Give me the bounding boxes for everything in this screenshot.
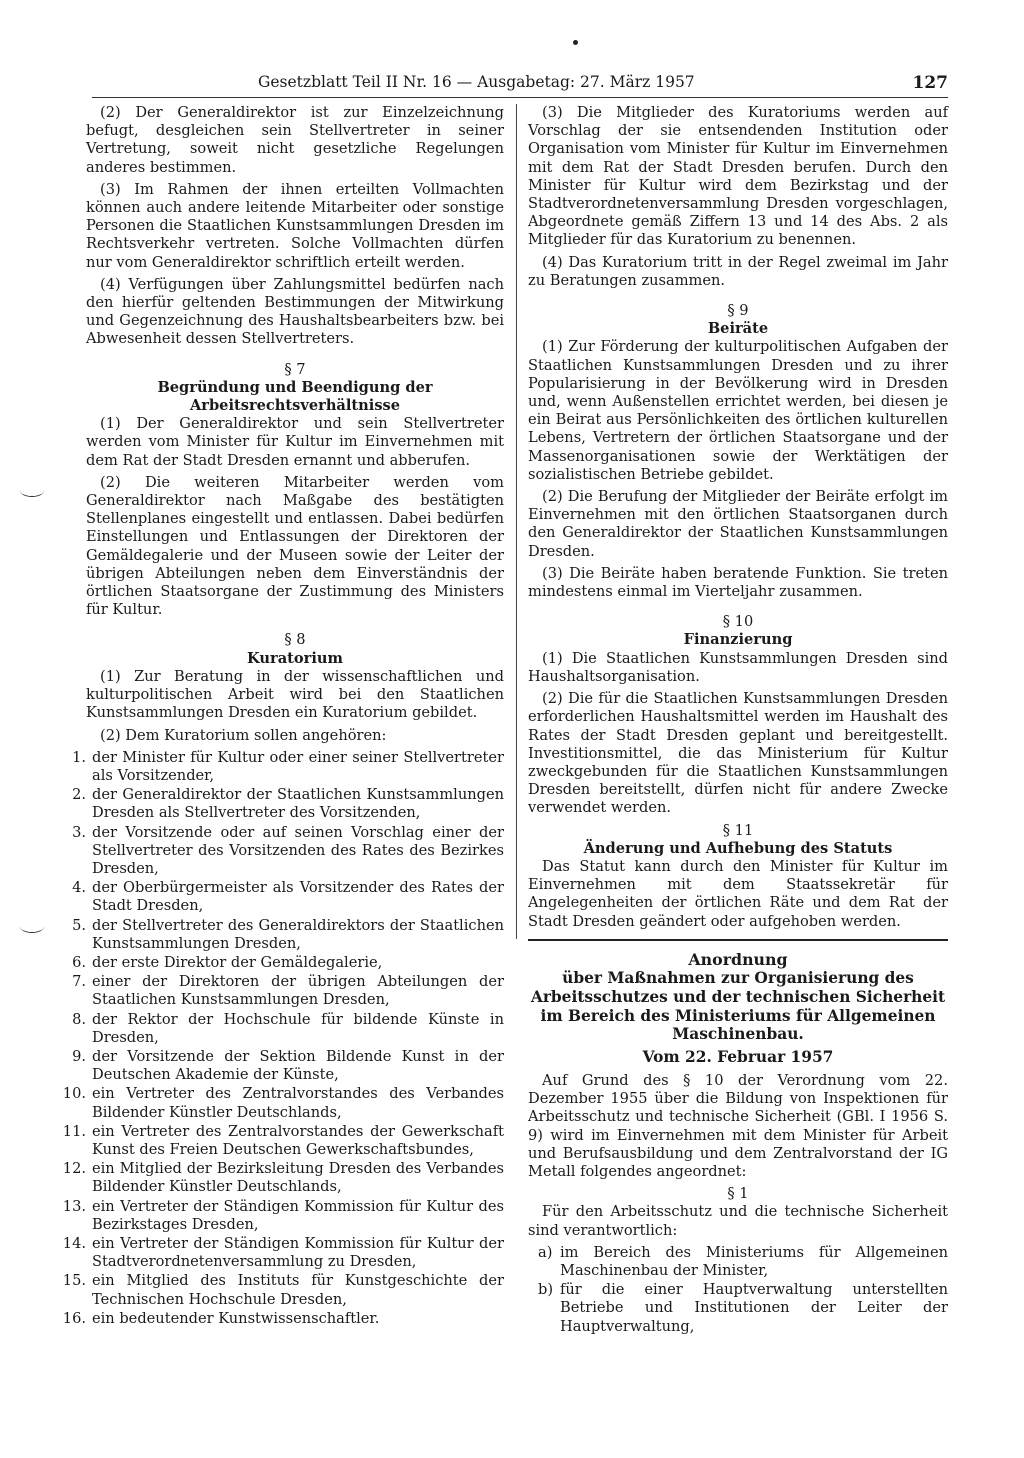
list-item-number: 16. bbox=[62, 1309, 86, 1327]
section-10-title: Finanzierung bbox=[683, 631, 793, 649]
list-item-number: 5. bbox=[72, 916, 86, 934]
list-item-text: im Bereich des Ministeriums für Allgemeinen Maschinenbau der Minister, bbox=[560, 1243, 948, 1279]
list-item bbox=[62, 1122, 504, 1159]
list-item-text: der Stellvertreter des Generaldirektors der Staatlichen Kunstsammlungen Dresden, bbox=[92, 916, 504, 952]
list-item-number: 11. bbox=[62, 1122, 86, 1140]
list-item bbox=[528, 1281, 948, 1336]
paragraph-8-3: (3) Die Mitglieder des Kuratoriums werden auf Vorschlag der sie entsendenden Institution oder Organisation vom Minister für Kultur im Einvernehmen mit dem Rat der Stadt Dresden berufen. Durch den Minister für Kultur wird dem Bezirkstag und der Stadtverordnetenversammlung Dresden vorgeschlagen, Abgeordnete gemäß Ziffern 13 und 14 des Abs. 2 als Mitglieder für das Kuratorium zu benennen. bbox=[528, 104, 948, 249]
paragraph-10-1: (1) Die Staatlichen Kunstsammlungen Dresden sind Haushaltsorganisation. bbox=[528, 649, 948, 685]
list-item-label: b) bbox=[538, 1281, 554, 1299]
section-7-number: § 7 bbox=[284, 360, 306, 378]
list-item bbox=[62, 1160, 504, 1196]
section-9-number: § 9 bbox=[727, 302, 749, 320]
paragraph-10-2: (2) Die für die Staatlichen Kunstsammlungen Dresden erforderlichen Haushaltsmittel werden im Haushalt des Rates der Stadt Dresden geplant und bereitgestellt. Investitionsmittel, die das Ministerium für Kultur zweckgebunden für die Staatlichen Kunstsammlungen Dresden bereitstellt, dürfen nicht für andere Zwecke verwendet werden. bbox=[528, 690, 948, 817]
list-item bbox=[72, 879, 504, 915]
list-item-text: ein Vertreter der Ständigen Kommission für Kultur des Bezirkstages Dresden, bbox=[92, 1197, 504, 1233]
list-item-text: ein Mitglied der Bezirksleitung Dresden des Verbandes Bildender Künstler Deutschlands, bbox=[92, 1160, 504, 1196]
list-item-number: 9. bbox=[72, 1047, 86, 1065]
list-item-number: 14. bbox=[62, 1234, 86, 1252]
list-item-number: 1. bbox=[72, 748, 86, 766]
list-item bbox=[528, 1244, 948, 1280]
order-title: Anordnung bbox=[688, 949, 788, 969]
paragraph-11: Das Statut kann durch den Minister für Kultur im Einvernehmen mit dem Staatssekretär für Angelegenheiten der örtlichen Räte und dem Rat der Stadt Dresden geändert oder aufgehoben werden. bbox=[528, 857, 948, 930]
header-rule bbox=[92, 97, 948, 98]
list-item bbox=[72, 786, 504, 822]
paragraph-8-1: (1) Zur Beratung in der wissenschaftlichen und kulturpolitischen Arbeit wird bei den Staatlichen Kunstsammlungen Dresden ein Kuratorium gebildet. bbox=[86, 667, 504, 722]
list-item-text: der Vorsitzende oder auf seinen Vorschlag einer der Stellvertreter des Vorsitzenden des Rates des Bezirkes Dresden, bbox=[92, 823, 504, 877]
list-item-number: 7. bbox=[72, 973, 86, 991]
list-item-text: ein Vertreter des Zentralvorstandes des Verbandes Bildender Künstler Deutschlands, bbox=[92, 1085, 504, 1121]
responsibility-list bbox=[528, 1244, 948, 1336]
list-item-text: der erste Direktor der Gemäldegalerie, bbox=[92, 953, 383, 971]
order-subtitle: über Maßnahmen zur Organisierung des Arbeitsschutzes und der technischen Sicherheit im Bereich des Ministeriums für Allgemeinen Maschinenbau. bbox=[530, 969, 946, 1044]
page-number: 127 bbox=[912, 73, 948, 93]
paragraph-8-4: (4) Das Kuratorium tritt in der Regel zweimal im Jahr zu Beratungen zusammen. bbox=[528, 253, 948, 289]
section-7-title: Begründung und Beendigung der Arbeitsrechtsverhältnisse bbox=[157, 378, 433, 415]
paragraph-6-4: (4) Verfügungen über Zahlungsmittel bedürfen nach den hierfür geltenden Bestimmungen der Mitwirkung und Gegenzeichnung des Haushaltsbearbeiters bzw. bei Abwesenheit dessen Stellvertreters. bbox=[86, 275, 504, 348]
list-item-text: ein Vertreter des Zentralvorstandes der Gewerkschaft Kunst des Freien Deutschen Gewerkschaftsbundes, bbox=[92, 1122, 504, 1158]
margin-mark-icon bbox=[20, 484, 44, 497]
ink-dot bbox=[573, 40, 578, 45]
section-8-title: Kuratorium bbox=[247, 649, 343, 667]
paragraph-7-2: (2) Die weiteren Mitarbeiter werden vom Generaldirektor nach Maßgabe des bestätigten Stellenplanes eingestellt und entlassen. Dabei bedürfen Einstellungen und Entlassungen der Direktoren der Gemäldegalerie und der Museen sowie der Leiter der übrigen Abteilungen neben dem Einverständnis der örtlichen Staatsorgane der Zustimmung des Ministers für Kultur. bbox=[86, 473, 504, 619]
order-section-1-intro: Für den Arbeitsschutz und die technische Sicherheit sind verantwortlich: bbox=[528, 1203, 948, 1239]
paragraph-9-2: (2) Die Berufung der Mitglieder der Beiräte erfolgt im Einvernehmen mit den örtlichen Staatsorganen durch den Generaldirektor der Staatlichen Kunstsammlungen Dresden. bbox=[528, 488, 948, 560]
section-10-number: § 10 bbox=[722, 613, 754, 631]
list-item-text: ein Vertreter der Ständigen Kommission für Kultur der Stadtverordnetenversammlung zu Dresden, bbox=[92, 1234, 504, 1271]
list-item bbox=[72, 1047, 504, 1084]
list-item bbox=[62, 1272, 504, 1308]
list-item-text: einer der Direktoren der übrigen Abteilungen der Staatlichen Kunstsammlungen Dresden, bbox=[92, 973, 504, 1009]
list-item bbox=[72, 916, 504, 953]
list-item-label: a) bbox=[538, 1243, 553, 1261]
paragraph-7-1: (1) Der Generaldirektor und sein Stellvertreter werden vom Minister für Kultur im Einvernehmen mit dem Rat der Stadt Dresden ernannt und abberufen. bbox=[86, 415, 504, 469]
column-divider bbox=[516, 104, 517, 939]
paragraph-9-3: (3) Die Beiräte haben beratende Funktion. Sie treten mindestens einmal im Vierteljahr zusammen. bbox=[528, 564, 948, 601]
list-item bbox=[62, 1234, 504, 1271]
order-preamble: Auf Grund des § 10 der Verordnung vom 22. Dezember 1955 über die Bildung von Inspektionen für Arbeitsschutz und technische Sicherheit (GBl. I 1956 S. 9) wird im Einvernehmen mit dem Minister für Arbeit und Berufsausbildung und dem Zentralvorstand der IG Metall folgendes angeordnet: bbox=[528, 1071, 948, 1180]
list-item-number: 10. bbox=[62, 1085, 86, 1103]
list-item-text: der Rektor der Hochschule für bildende Künste in Dresden, bbox=[92, 1010, 504, 1046]
section-separator bbox=[528, 939, 948, 941]
list-item bbox=[72, 953, 504, 972]
list-item-text: ein Mitglied des Instituts für Kunstgeschichte der Technischen Hochschule Dresden, bbox=[92, 1272, 504, 1308]
section-11-number: § 11 bbox=[722, 821, 754, 839]
kuratorium-member-list bbox=[62, 748, 504, 1328]
order-date: Vom 22. Februar 1957 bbox=[642, 1047, 834, 1066]
left-column bbox=[62, 104, 504, 1329]
order-section-1-number: § 1 bbox=[727, 1185, 749, 1203]
list-item-number: 15. bbox=[62, 1272, 86, 1290]
margin-mark-icon bbox=[20, 920, 44, 933]
paragraph-6-3: (3) Im Rahmen der ihnen erteilten Vollmachten können auch andere leitende Mitarbeiter oder sonstige Personen die Staatlichen Kunstsammlungen Dresden im Rechtsverkehr vertreten. Solche Vollmachten dürfen nur vom Generaldirektor schriftlich erteilt werden. bbox=[86, 180, 504, 271]
list-item-text: der Minister für Kultur oder einer seiner Stellvertreter als Vorsitzender, bbox=[92, 748, 504, 784]
list-item bbox=[72, 823, 504, 879]
right-column bbox=[528, 104, 948, 1337]
list-item bbox=[72, 748, 504, 785]
section-11-title: Änderung und Aufhebung des Statuts bbox=[583, 839, 893, 857]
list-item-text: der Oberbürgermeister als Vorsitzender des Rates der Stadt Dresden, bbox=[92, 879, 504, 915]
list-item bbox=[72, 973, 504, 1009]
list-item-text: der Generaldirektor der Staatlichen Kunstsammlungen Dresden als Stellvertreter des Vorsitzenden, bbox=[92, 786, 504, 822]
list-item-number: 6. bbox=[72, 953, 86, 971]
list-item bbox=[62, 1085, 504, 1121]
list-item-number: 3. bbox=[72, 823, 86, 841]
list-item-number: 13. bbox=[62, 1197, 86, 1215]
header-title: Gesetzblatt Teil II Nr. 16 — Ausgabetag: 27. März 1957 bbox=[258, 73, 695, 91]
paragraph-9-1: (1) Zur Förderung der kulturpolitischen Aufgaben der Staatlichen Kunstsammlungen Dresden und zu ihrer Popularisierung in der Bevölkerung wird in Dresden und, wenn Außenstellen errichtet werden, bei diesen je ein Beirat aus Persönlichkeiten des örtlichen kulturellen Lebens, Vertretern der örtlichen Staatsorgane und der Massenorganisationen sowie der Werktätigen der sozialistischen Betriebe gebildet. bbox=[528, 338, 948, 483]
list-item-number: 12. bbox=[62, 1160, 86, 1178]
paragraph-6-2: (2) Der Generaldirektor ist zur Einzelzeichnung befugt, desgleichen sein Stellvertreter in seiner Vertretung, soweit nicht gesetzliche Regelungen anderes bestimmen. bbox=[86, 104, 504, 176]
list-item bbox=[62, 1197, 504, 1234]
list-item-number: 2. bbox=[72, 786, 86, 804]
section-9-title: Beiräte bbox=[707, 320, 769, 338]
list-item bbox=[72, 1010, 504, 1047]
list-item-number: 4. bbox=[72, 879, 86, 897]
list-item bbox=[62, 1309, 504, 1328]
list-item-text: der Vorsitzende der Sektion Bildende Kunst in der Deutschen Akademie der Künste, bbox=[92, 1047, 504, 1084]
section-8-number: § 8 bbox=[284, 631, 306, 649]
list-item-text: für die einer Hauptverwaltung unterstellten Betriebe und Institutionen der Leiter der Hauptverwaltung, bbox=[560, 1281, 948, 1335]
list-item-text: ein bedeutender Kunstwissenschaftler. bbox=[92, 1309, 380, 1327]
paragraph-8-2: (2) Dem Kuratorium sollen angehören: bbox=[100, 726, 387, 744]
page-header bbox=[258, 73, 948, 95]
list-item-number: 8. bbox=[72, 1010, 86, 1028]
